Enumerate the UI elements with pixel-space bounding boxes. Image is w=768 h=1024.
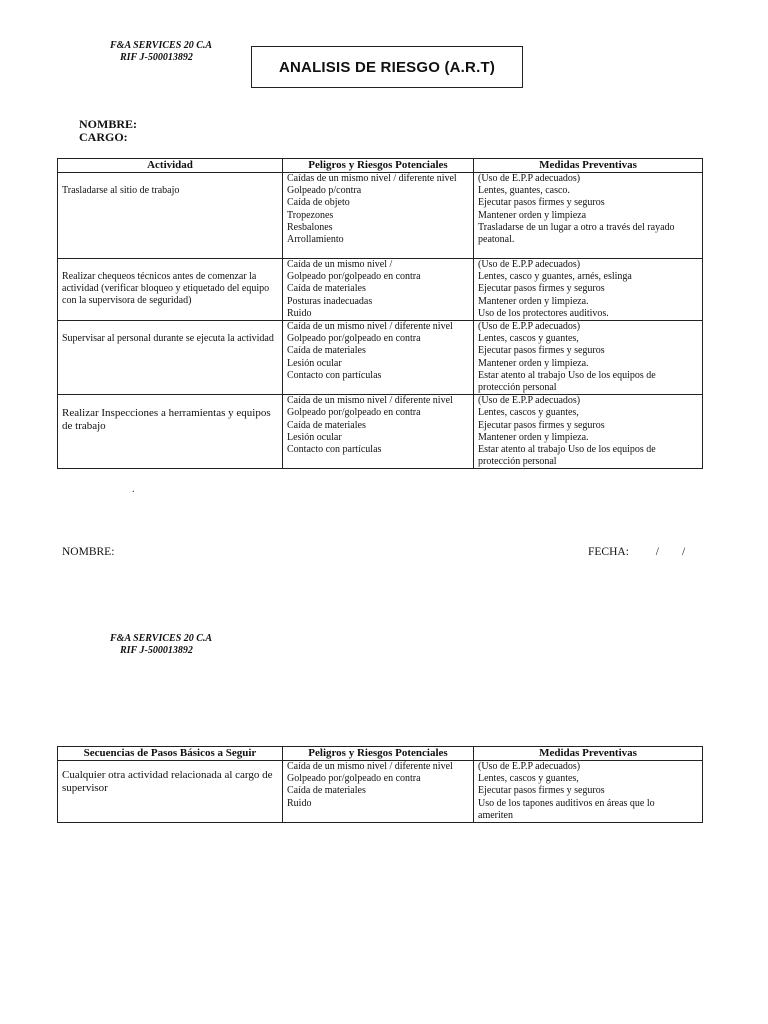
measure-item: Trasladarse de un lugar a otro a través del rayado xyxy=(478,221,675,233)
stray-mark: . xyxy=(132,484,135,495)
cargo-label: CARGO: xyxy=(79,130,128,144)
measures-cell xyxy=(474,321,703,395)
hazard-item: Lesión ocular xyxy=(287,431,342,443)
hazard-item: Caída de objeto xyxy=(287,197,350,209)
measure-item: (Uso de E.P.P adecuados) xyxy=(478,395,581,407)
measure-item: protección personal xyxy=(478,456,557,468)
activity-text: Cualquier otra actividad relacionada al cargo de supervisor xyxy=(62,769,273,794)
measure-item: Mantener orden y limpieza. xyxy=(478,431,589,443)
table-row xyxy=(58,173,703,259)
measure-item: Ejecutar pasos firmes y seguros xyxy=(478,345,605,357)
measure-item: Lentes, guantes, casco. xyxy=(478,185,570,197)
hazard-item: Golpeado por/golpeado en contra xyxy=(287,271,421,283)
header-medidas: Medidas Preventivas xyxy=(474,159,703,173)
measure-item: Uso de los protectores auditivos. xyxy=(478,307,609,319)
hazard-item: Lesión ocular xyxy=(287,357,342,369)
measure-item: (Uso de E.P.P adecuados) xyxy=(478,761,581,772)
activity-cell xyxy=(58,321,283,395)
measures-cell xyxy=(474,395,703,469)
hazard-item: Resbalones xyxy=(287,221,333,233)
activity-text: Realizar Inspecciones a herramientas y equipos de trabajo xyxy=(62,407,271,433)
header-secuencias: Secuencias de Pasos Básicos a Seguir xyxy=(58,747,283,761)
measure-item: Ejecutar pasos firmes y seguros xyxy=(478,785,605,797)
measure-item: (Uso de E.P.P adecuados) xyxy=(478,259,581,270)
document-title xyxy=(251,46,523,88)
measure-item: ameriten xyxy=(478,809,513,821)
measure-item: Estar atento al trabajo Uso de los equipos de xyxy=(478,369,656,381)
company-header xyxy=(110,40,212,64)
signature-nombre-label: NOMBRE: xyxy=(62,546,115,558)
hazard-item: Caída de materiales xyxy=(287,345,366,357)
measure-item: Ejecutar pasos firmes y seguros xyxy=(478,197,605,209)
table-header-row xyxy=(58,159,703,173)
signature-fecha-value: / / xyxy=(655,546,686,558)
measure-item: Lentes, casco y guantes, arnés, eslinga xyxy=(478,271,632,283)
hazards-cell xyxy=(283,321,474,395)
person-block xyxy=(79,118,137,144)
measures-cell xyxy=(474,761,703,823)
measures-cell xyxy=(474,173,703,259)
measure-item: Lentes, cascos y guantes, xyxy=(478,333,579,345)
nombre-label: NOMBRE: xyxy=(79,117,137,131)
activity-text: Supervisar al personal durante se ejecuta la actividad xyxy=(62,333,274,345)
hazard-item: Caída de materiales xyxy=(287,785,366,797)
hazard-item: Contacto con partículas xyxy=(287,369,382,381)
hazard-item: Caída de materiales xyxy=(287,419,366,431)
measure-item: (Uso de E.P.P adecuados) xyxy=(478,321,581,333)
measure-item: protección personal xyxy=(478,382,557,394)
signature-fecha xyxy=(588,546,685,558)
table-row xyxy=(58,395,703,469)
measures-cell xyxy=(474,259,703,321)
measure-item: Mantener orden y limpieza. xyxy=(478,357,589,369)
document-title-text: ANALISIS DE RIESGO (A.R.T) xyxy=(278,58,496,76)
company-name: F&A SERVICES 20 C.A xyxy=(110,633,213,644)
hazard-item: Ruido xyxy=(287,307,312,319)
measure-item: Mantener orden y limpieza xyxy=(478,209,587,221)
hazard-item: Contacto con partículas xyxy=(287,444,382,456)
hazard-item: Ruido xyxy=(287,797,312,809)
hazards-cell xyxy=(283,395,474,469)
company-rif: RIF J-500013892 xyxy=(120,52,193,63)
activity-text: Realizar chequeos técnicos antes de comenzar la actividad (verificar bloqueo y etiquetado del equipo con la supervisora de seguridad) xyxy=(62,271,270,307)
activity-cell xyxy=(58,173,283,259)
hazard-item: Golpeado por/golpeado en contra xyxy=(287,407,421,419)
table-row xyxy=(58,259,703,321)
steps-table xyxy=(57,746,703,823)
table-row xyxy=(58,761,703,823)
hazard-item: Arrollamiento xyxy=(287,234,344,246)
hazard-item: Caída de materiales xyxy=(287,283,366,295)
hazard-item: Caídas de un mismo nivel / diferente nivel xyxy=(287,173,457,184)
company-rif: RIF J-500013892 xyxy=(120,645,193,656)
hazard-item: Posturas inadecuadas xyxy=(287,295,373,307)
header-actividad: Actividad xyxy=(58,159,283,173)
hazards-cell xyxy=(283,761,474,823)
header-medidas: Medidas Preventivas xyxy=(474,747,703,761)
measure-item: Ejecutar pasos firmes y seguros xyxy=(478,283,605,295)
activity-cell xyxy=(58,761,283,823)
measure-item: Ejecutar pasos firmes y seguros xyxy=(478,419,605,431)
hazards-cell xyxy=(283,173,474,259)
header-peligros: Peligros y Riesgos Potenciales xyxy=(283,747,474,761)
hazard-item: Caída de un mismo nivel / diferente nivel xyxy=(287,761,453,772)
measure-item: Lentes, cascos y guantes, xyxy=(478,407,579,419)
measure-item: (Uso de E.P.P adecuados) xyxy=(478,173,581,184)
hazard-item: Golpeado por/golpeado en contra xyxy=(287,773,421,785)
activity-text: Trasladarse al sitio de trabajo xyxy=(62,185,180,196)
hazard-item: Golpeado por/golpeado en contra xyxy=(287,333,421,345)
hazard-item: Caída de un mismo nivel / diferente nivel xyxy=(287,395,453,407)
table-row xyxy=(58,321,703,395)
measure-item: Lentes, cascos y guantes, xyxy=(478,773,579,785)
hazard-item: Tropezones xyxy=(287,209,334,221)
company-name: F&A SERVICES 20 C.A xyxy=(110,40,213,51)
measure-item: Mantener orden y limpieza. xyxy=(478,295,589,307)
measure-item: peatonal. xyxy=(478,234,515,246)
measure-item: Uso de los tapones auditivos en áreas que lo xyxy=(478,797,655,809)
measure-item: Estar atento al trabajo Uso de los equipos de xyxy=(478,444,656,456)
signature-fecha-label: FECHA: xyxy=(588,546,629,558)
hazards-cell xyxy=(283,259,474,321)
risk-table xyxy=(57,158,703,469)
activity-cell xyxy=(58,259,283,321)
header-peligros: Peligros y Riesgos Potenciales xyxy=(283,159,474,173)
company-header-2 xyxy=(110,633,212,657)
hazard-item: Caída de un mismo nivel / xyxy=(287,259,393,270)
hazard-item: Golpeado p/contra xyxy=(287,185,362,197)
activity-cell xyxy=(58,395,283,469)
hazard-item: Caída de un mismo nivel / diferente nivel xyxy=(287,321,453,333)
table-header-row xyxy=(58,747,703,761)
